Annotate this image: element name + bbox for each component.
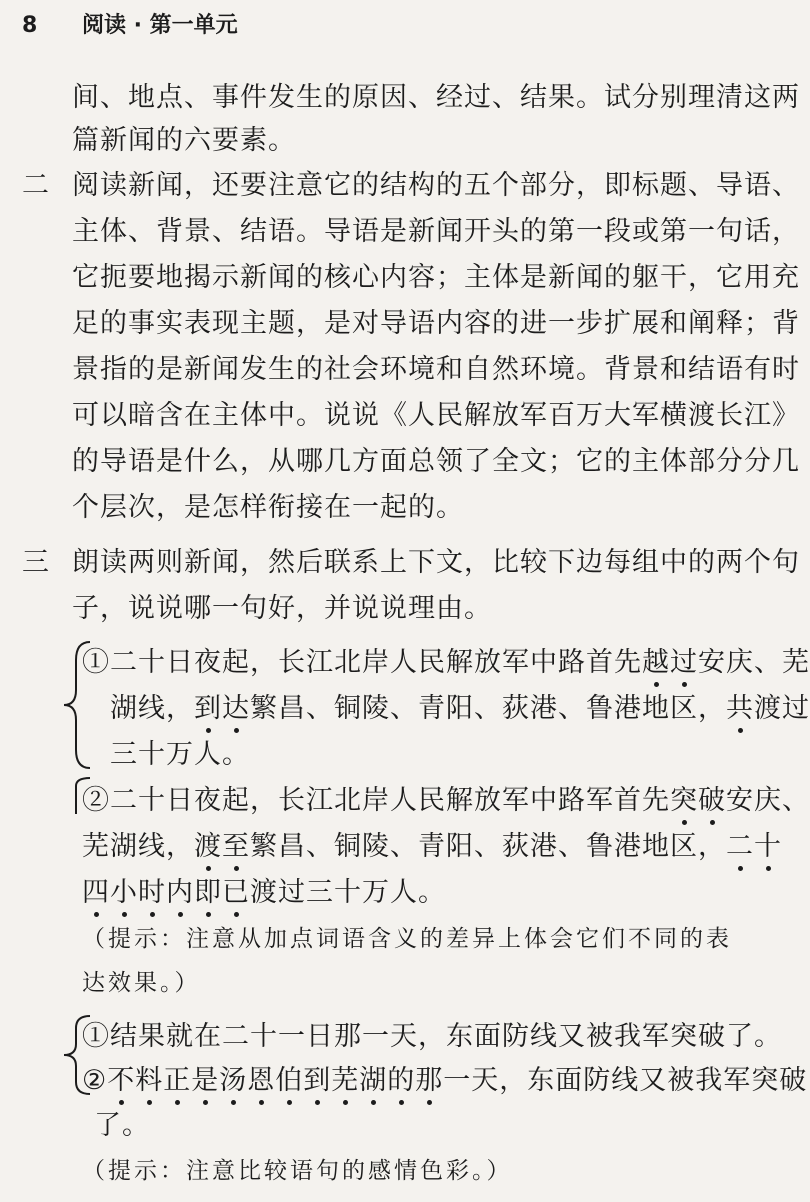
emphasis-char: 内 xyxy=(166,870,194,909)
emphasis-char: 芜 xyxy=(331,1058,359,1097)
paragraph-line: 主体、背景、结语。导语是新闻开头的第一段或第一句话， xyxy=(72,216,800,247)
sentence-line: ①结果就在二十一日那一天，东面防线又被我军突破了。 xyxy=(82,1021,782,1052)
paragraph-line: 阅读新闻，还要注意它的结构的五个部分，即标题、导语、 xyxy=(72,170,800,201)
paragraph-line: 间、地点、事件发生的原因、经过、结果。试分别理清这两 xyxy=(72,82,800,113)
emphasis-char: 越 xyxy=(642,640,670,679)
sentence-line: ②不料正是汤恩伯到芜湖的那一天，东面防线又被我军突破 xyxy=(82,1058,807,1097)
emphasis-char: 过 xyxy=(670,640,698,679)
emphasis-char: 是 xyxy=(191,1058,219,1097)
emphasis-char: 时 xyxy=(138,870,166,909)
emphasis-char: 达 xyxy=(222,686,250,725)
emphasis-char: 四 xyxy=(82,870,110,909)
emphasis-char: 即 xyxy=(194,870,222,909)
emphasis-char: 正 xyxy=(163,1058,191,1097)
page-header xyxy=(22,8,238,39)
emphasis-char: 共 xyxy=(726,686,754,725)
emphasis-char: 小 xyxy=(110,870,138,909)
emphasis-char: 料 xyxy=(135,1058,163,1097)
sentence-line: 芜湖线，渡至繁昌、铜陵、青阳、荻港、鲁港地区，二十 xyxy=(82,824,782,863)
sentence-line: 四小时内即已渡过三十万人。 xyxy=(82,870,446,909)
paragraph-line: 子，说说哪一句好，并说说理由。 xyxy=(72,593,492,624)
hint-line: 达效果。） xyxy=(82,970,201,996)
item-number: 三 xyxy=(22,547,49,578)
paragraph-line: 可以暗含在主体中。说说《人民解放军百万大军横渡长江》 xyxy=(72,400,800,431)
emphasis-char: 湖 xyxy=(359,1058,387,1097)
emphasis-char: 至 xyxy=(222,824,250,863)
item-number: 二 xyxy=(22,170,49,201)
emphasis-char: 突 xyxy=(670,778,698,817)
paragraph-line: 的导语是什么，从哪几方面总领了全文；它的主体部分分几 xyxy=(72,446,800,477)
paragraph-line: 足的事实表现主题，是对导语内容的进一步扩展和阐释；背 xyxy=(72,308,800,339)
emphasis-char: 破 xyxy=(698,778,726,817)
sentence-line: ①二十日夜起，长江北岸人民解放军中路首先越过安庆、芜 xyxy=(82,640,810,679)
sentence-line: 湖线，到达繁昌、铜陵、青阳、荻港、鲁港地区，共渡过 xyxy=(110,686,810,725)
sentence-line: 三十万人。 xyxy=(110,739,250,770)
running-title: 阅读 · 第一单元 xyxy=(82,13,238,38)
emphasis-char: 汤 xyxy=(219,1058,247,1097)
page-number: 8 xyxy=(22,13,38,38)
emphasis-char: 伯 xyxy=(275,1058,303,1097)
emphasis-char: 二 xyxy=(726,824,754,863)
hint-line: （提示：注意比较语句的感情色彩。） xyxy=(82,1158,513,1184)
emphasis-char: 的 xyxy=(387,1058,415,1097)
paragraph-line: 它扼要地揭示新闻的核心内容；主体是新闻的躯干，它用充 xyxy=(72,262,800,293)
emphasis-char: 十 xyxy=(754,824,782,863)
emphasis-char: 渡 xyxy=(194,824,222,863)
emphasis-char: 那 xyxy=(415,1058,443,1097)
emphasis-char: 到 xyxy=(303,1058,331,1097)
paragraph-line: 篇新闻的六要素。 xyxy=(72,125,296,156)
paragraph-line: 个层次，是怎样衔接在一起的。 xyxy=(72,492,464,523)
paragraph-line: 景指的是新闻发生的社会环境和自然环境。背景和结语有时 xyxy=(72,354,800,385)
emphasis-char: 不 xyxy=(107,1058,135,1097)
paragraph-line: 朗读两则新闻，然后联系上下文，比较下边每组中的两个句 xyxy=(72,547,800,578)
emphasis-char: 恩 xyxy=(247,1058,275,1097)
sentence-line: ②二十日夜起，长江北岸人民解放军中路军首先突破安庆、 xyxy=(82,778,810,817)
hint-line: （提示：注意从加点词语含义的差异上体会它们不同的表 xyxy=(82,926,732,952)
sentence-line: 了。 xyxy=(94,1110,150,1141)
emphasis-char: 已 xyxy=(222,870,250,909)
emphasis-char: 到 xyxy=(194,686,222,725)
